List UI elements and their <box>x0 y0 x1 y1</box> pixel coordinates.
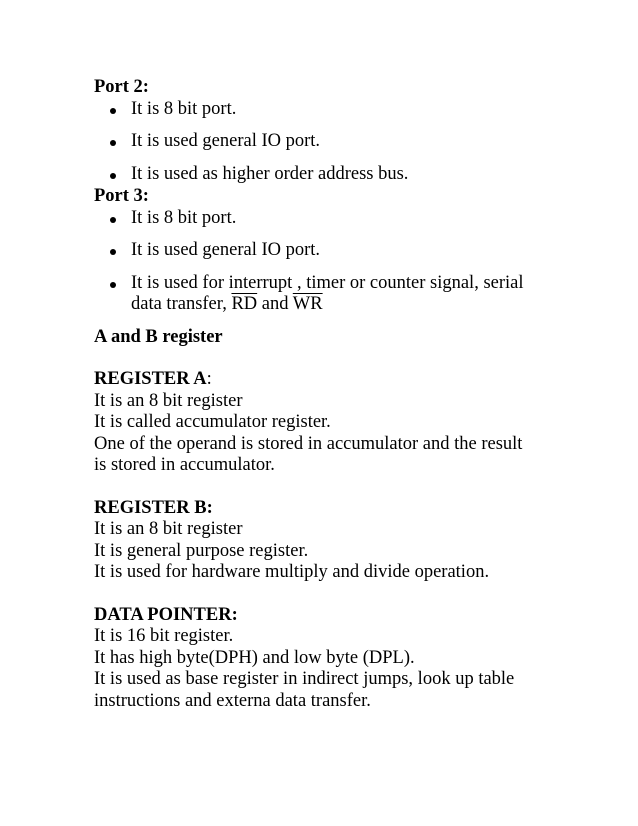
port2-title: Port 2: <box>94 77 149 97</box>
bullet-text-cont: data transfer, <box>131 294 232 314</box>
wr-signal: $\overline{WR}$ <box>292 294 323 314</box>
list-item <box>94 208 614 230</box>
bullet-text: It is 8 bit port. <box>131 207 237 228</box>
register-a-line: It is an 8 bit register <box>94 390 243 411</box>
list-item <box>94 240 614 262</box>
register-a-colon: : <box>206 369 212 389</box>
register-b-title: REGISTER B: <box>94 497 213 518</box>
register-a-line: One of the operand is stored in accumulator and the result <box>94 433 523 454</box>
bullet-icon <box>110 249 116 255</box>
list-item <box>94 273 614 316</box>
bullet-text: It is used general IO port. <box>131 131 321 151</box>
register-b-section <box>94 498 614 584</box>
bullet-text: It is used for interrupt , timer or counter signal, serial <box>131 272 524 293</box>
list-item <box>94 131 614 153</box>
register-a-title-text: REGISTER A <box>94 369 207 389</box>
register-b-line: It is an 8 bit register <box>94 519 243 539</box>
data-pointer-line: It is 16 bit register. <box>94 626 234 646</box>
data-pointer-section <box>94 605 614 713</box>
bullet-icon <box>110 108 116 114</box>
register-a-line: It is called accumulator register. <box>94 412 331 432</box>
bullet-text: It is used as higher order address bus. <box>131 163 409 184</box>
bullet-text: It is used general IO port. <box>131 240 321 260</box>
data-pointer-line: It has high byte(DPH) and low byte (DPL). <box>94 647 415 668</box>
register-a-line: is stored in accumulator. <box>94 455 275 475</box>
port3-bullet-list <box>94 208 614 316</box>
ab-register-heading: A and B register <box>94 326 223 347</box>
bullet-icon <box>110 217 116 223</box>
list-item <box>94 164 614 186</box>
port2-bullet-list <box>94 99 614 186</box>
data-pointer-line: instructions and externa data transfer. <box>94 690 371 711</box>
list-item <box>94 99 614 121</box>
data-pointer-line: It is used as base register in indirect jumps, look up table <box>94 669 515 689</box>
bullet-icon <box>110 140 116 146</box>
bullet-text: It is 8 bit port. <box>131 98 237 119</box>
and-text: and <box>257 294 293 314</box>
register-a-title <box>94 369 614 391</box>
register-a-section <box>94 369 614 477</box>
port3-title: Port 3: <box>94 186 149 206</box>
rd-signal: $\overline{RD}$ <box>231 294 258 314</box>
bullet-icon <box>110 173 116 179</box>
register-b-line: It is used for hardware multiply and divide operation. <box>94 562 490 582</box>
register-b-line: It is general purpose register. <box>94 540 309 561</box>
bullet-icon <box>110 282 116 288</box>
document-page <box>94 77 614 712</box>
data-pointer-title: DATA POINTER: <box>94 604 238 625</box>
